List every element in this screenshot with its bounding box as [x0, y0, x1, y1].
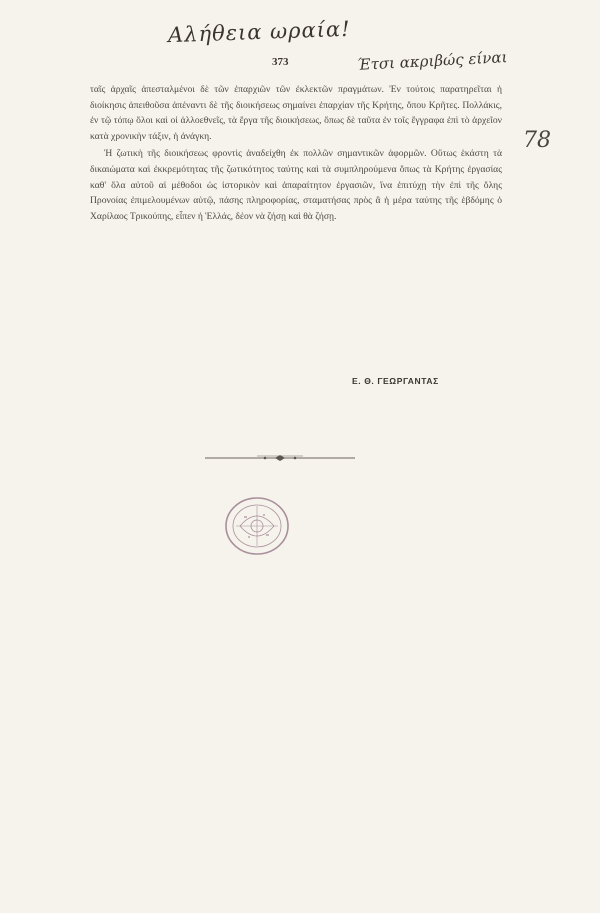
ornamental-divider — [205, 453, 355, 463]
author-signature: Ε. Θ. ΓΕΩΡΓΑΝΤΑΣ — [352, 376, 439, 386]
margin-handwritten-number: 78 — [523, 128, 551, 153]
paragraph-1: ταῖς ἀρχαῖς ἀπεσταλμένοι δὲ τῶν ἐπαρχιῶν τῶν ἐκλεκτῶν πραγμάτων. Ἐν τούτοις παρατηρεῖται ἡ διοίκησις ἀπειθοῦσα ἀπέναντι δὲ τῆς διοικήσεως σημαίνει ἐπαρχίαν τῆς Κρήτης, ὅπου Κρῆτες. Πολλάκις, ἐν τῷ τόπῳ ὅλοι καὶ οἱ ἀλλοεθνεῖς, τὰ ἔργα τῆς διοικήσεως, ὅπως δὲ ταῦτα ἐν τοῖς ἔγγραφα ἐπὶ τὸ ἀρχεῖον κατὰ χρονικὴν τάξιν, ἡ ἀνάγκη. — [90, 84, 502, 142]
handwritten-annotation-top: Αλήθεια ωραία! — [167, 16, 351, 48]
handwritten-annotation-right: Έτσι ακριβώς είναι — [356, 48, 508, 74]
page-number: 373 — [272, 56, 289, 68]
paragraph-2: Ἡ ζωτικὴ τῆς διοικήσεως φροντὶς ἀναδείχθη ἐκ πολλῶν σημαντικῶν ἀφορμῶν. Οὕτως ἑκάστη τὰ δικαιώματα καὶ ἐκκρεμότητας τῆς ζωτικότητος ταύτης καὶ τὰ συμπληρούμενα ὅπως τὰ Κρήτης ἐργασίας καθ' ὅλα αὐτοῦ αἱ μέθοδοι ὡς ἱστορικὸν καὶ ἀπαραίτητον ἐργασιῶν, ἵνα ἐπιτύχῃ τὴν ἐπὶ τῆς ὅλης Προνοίας ἐπιμελουμένων αὐτῷ, πάσης πληροφορίας, σταματήσας πρὸς ἃ ἡ μέρα ταύτης τῆς ἑβδόμης ὁ Χαρίλαος Τρικούπης, εἶπεν ἡ Ἑλλάς, δέον νὰ ζήσῃ καὶ θὰ ζήσῃ. — [90, 148, 502, 222]
article-body — [90, 82, 502, 224]
library-stamp-icon — [222, 494, 292, 558]
